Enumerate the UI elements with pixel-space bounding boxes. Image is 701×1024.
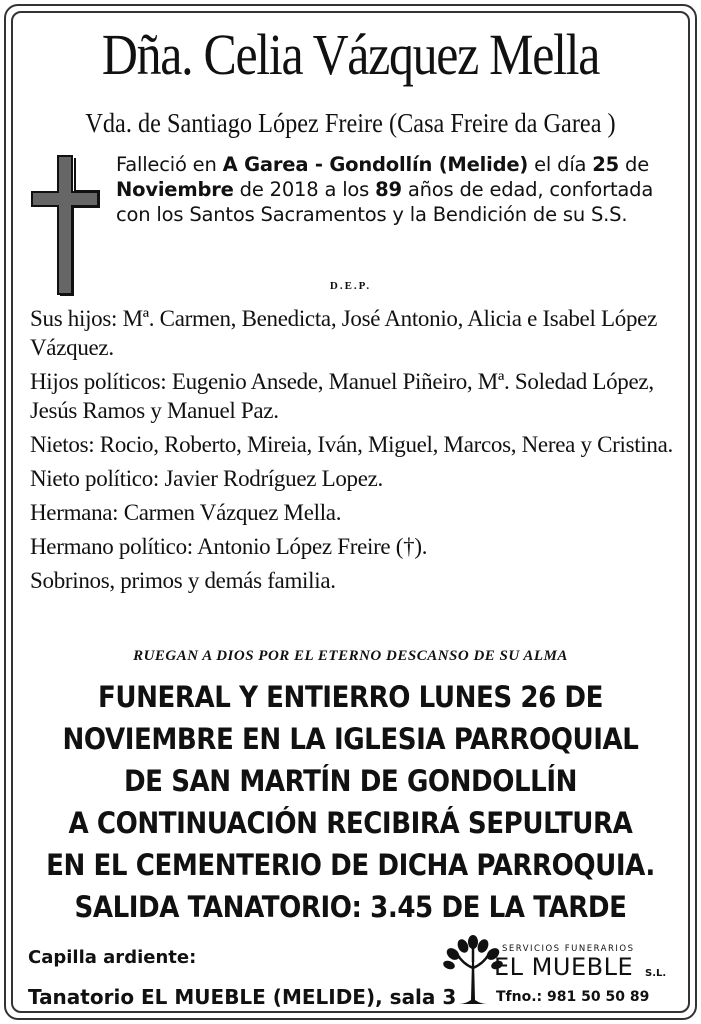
prayer-line: RUEGAN A DIOS POR EL ETERNO DESCANSO DE SU ALMA xyxy=(133,648,568,664)
family-in-laws: Hijos políticos: Eugenio Ansede, Manuel Piñeiro, Mª. Soledad López, Jesús Ramos y Manuel Paz. xyxy=(30,369,654,423)
death-place: A Garea - Gondollín (Melide) xyxy=(222,153,529,176)
funeral-line: NOVIEMBRE EN LA IGLESIA PARROQUIAL xyxy=(62,722,639,756)
death-month: Noviembre xyxy=(116,178,234,201)
logo-suffix: S.L. xyxy=(645,968,667,979)
family-grandchildren: Nietos: Rocio, Roberto, Mireia, Iván, Miguel, Marcos, Nerea y Cristina. xyxy=(30,432,673,457)
dep-label: D.E.P. xyxy=(329,280,372,292)
chapel-label: Capilla ardiente: xyxy=(28,947,197,968)
chapel-info xyxy=(28,944,456,1012)
family-sister: Hermana: Carmen Vázquez Mella. xyxy=(30,500,342,525)
family-children: Sus hijos: Mª. Carmen, Benedicta, José Antonio, Alicia e Isabel López Vázquez. xyxy=(30,306,657,360)
funeral-details xyxy=(0,676,701,928)
funeral-line: A CONTINUACIÓN RECIBIRÁ SEPULTURA xyxy=(68,806,633,840)
chapel-location: Tanatorio EL MUEBLE (MELIDE), sala 3 xyxy=(28,985,457,1009)
logo-name: EL MUEBLE xyxy=(494,953,634,981)
logo-tagline: SERVICIOS FUNERARIOS xyxy=(502,944,635,954)
family-brother-in-law: Hermano político: Antonio López Freire (†). xyxy=(30,534,428,559)
funeral-line: DE SAN MARTÍN DE GONDOLLÍN xyxy=(123,764,578,798)
death-age: 89 xyxy=(375,178,402,201)
logo-phone: Tfno.: 981 50 50 89 xyxy=(496,989,650,1005)
family-grandson-in-law: Nieto político: Javier Rodríguez Lopez. xyxy=(30,466,383,491)
death-notice: Falleció en A Garea - Gondollín (Melide) el día 25 de Noviembre de 2018 a los 89 años de edad, confortada con los Santos Sacramentos y la Bendición de su S.S. xyxy=(116,153,654,226)
family-list xyxy=(30,304,680,600)
deceased-name: Dña. Celia Vázquez Mella xyxy=(101,22,600,87)
funeral-line: EN EL CEMENTERIO DE DICHA PARROQUIA. xyxy=(46,848,655,882)
cross-icon xyxy=(26,150,104,300)
family-others: Sobrinos, primos y demás familia. xyxy=(30,568,336,593)
death-day: 25 xyxy=(592,153,620,176)
funeral-line: SALIDA TANATORIO: 3.45 DE LA TARDE xyxy=(74,890,627,924)
widow-subtitle: Vda. de Santiago López Freire (Casa Freire da Garea ) xyxy=(85,108,616,138)
funeral-line: FUNERAL Y ENTIERRO LUNES 26 DE xyxy=(97,680,604,714)
